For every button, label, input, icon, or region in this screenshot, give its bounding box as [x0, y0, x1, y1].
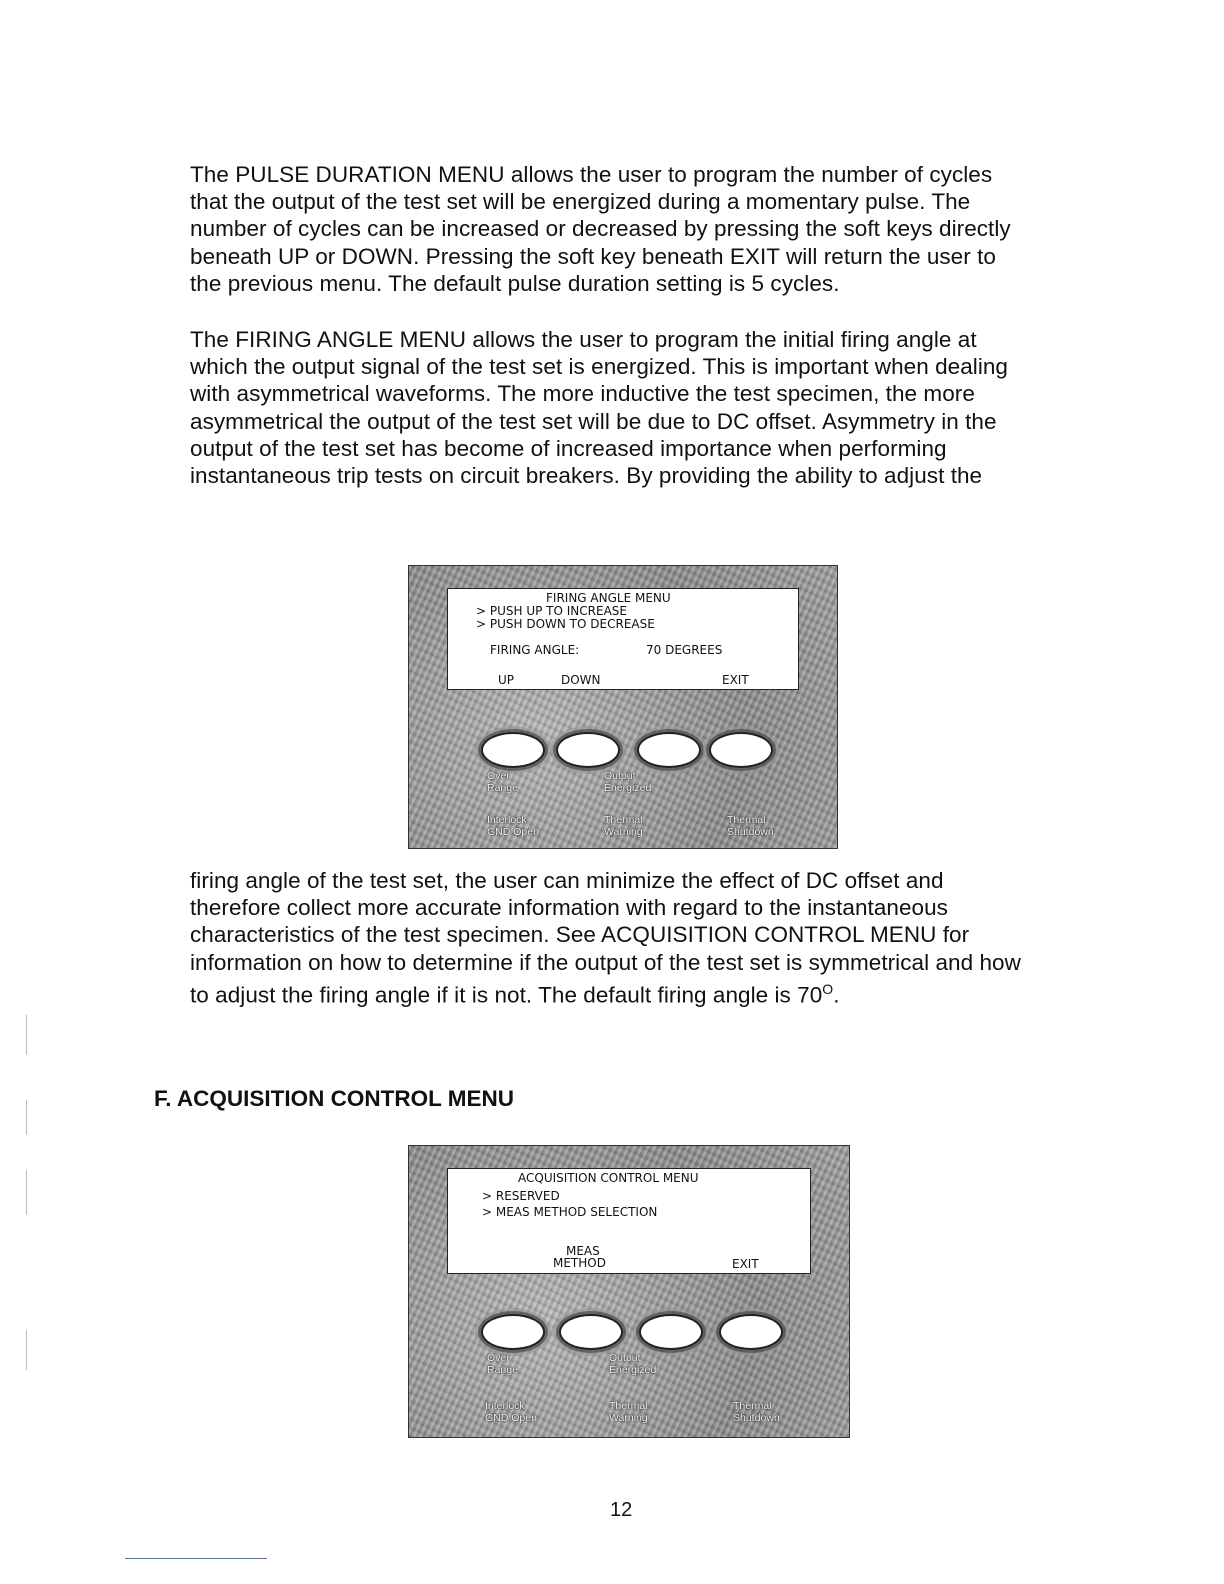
soft-key-4[interactable]: [719, 1314, 783, 1350]
lcd-line: > RESERVED: [482, 1189, 560, 1203]
scan-edge-mark: [26, 1015, 27, 1055]
led-output-energized: Output Energized: [609, 1352, 657, 1376]
text-line: output of the test set has become of increased importance when performing: [190, 435, 947, 461]
lcd-line: > PUSH UP TO INCREASE: [476, 604, 627, 618]
section-heading: F. ACQUISITION CONTROL MENU: [154, 1086, 514, 1111]
text-line: that the output of the test set will be energized during a momentary pulse. The: [190, 189, 971, 215]
led-thermal-shutdown: Thermal Shutdown: [733, 1400, 780, 1424]
scan-edge-mark: [26, 1170, 27, 1215]
text-line: asymmetrical the output of the test set will be due to DC offset. Asymmetry in the: [190, 408, 997, 434]
text-line: number of cycles can be increased or decreased by pressing the soft keys directly: [190, 216, 1011, 242]
led-interlock-gnd-open: Interlock GND Open: [485, 1400, 537, 1424]
degree-superscript: O: [822, 980, 834, 997]
led-thermal-shutdown: Thermal Shutdown: [727, 814, 774, 838]
text-line: The FIRING ANGLE MENU allows the user to program the initial firing angle at: [190, 327, 977, 352]
text-line: therefore collect more accurate information with regard to the instantaneous: [190, 895, 948, 921]
text-line: The PULSE DURATION MENU allows the user to program the number of cycles: [190, 162, 993, 187]
soft-key-4[interactable]: [709, 732, 773, 768]
softkey-label-down: DOWN: [561, 673, 601, 687]
firing-angle-paragraph: [190, 326, 1090, 489]
footer-rule: [125, 1558, 267, 1559]
soft-key-3[interactable]: [637, 732, 701, 768]
led-thermal-warning: Thermal Warning: [604, 814, 643, 838]
text-line: firing angle of the test set, the user can minimize the effect of DC offset and: [190, 868, 944, 893]
lcd-title: ACQUISITION CONTROL MENU: [518, 1171, 699, 1185]
lcd-title: FIRING ANGLE MENU: [546, 591, 671, 605]
firing-angle-continued-paragraph: [190, 867, 1090, 1009]
lcd-screen: [447, 1168, 811, 1274]
text-line: which the output signal of the test set is energized. This is important when dealing: [190, 354, 1009, 380]
softkey-label-exit: EXIT: [732, 1257, 759, 1271]
softkey-label-meas: MEAS: [566, 1244, 600, 1258]
text-line: with asymmetrical waveforms. The more inductive the test specimen, the more: [190, 381, 975, 407]
scan-edge-mark: [26, 1330, 27, 1370]
text-line: the previous menu. The default pulse duration setting is 5 cycles.: [190, 270, 840, 296]
softkey-label-method: METHOD: [553, 1256, 606, 1270]
text-line: instantaneous trip tests on circuit breakers. By providing the ability to adjust the: [190, 463, 983, 489]
lcd-screen: [447, 588, 799, 690]
soft-key-3[interactable]: [639, 1314, 703, 1350]
page-number: 12: [610, 1499, 633, 1521]
softkey-label-up: UP: [498, 673, 515, 687]
led-thermal-warning: Thermal Warning: [609, 1400, 648, 1424]
soft-key-2[interactable]: [556, 732, 620, 768]
led-over-range: Over Range: [487, 770, 518, 794]
text-line: to adjust the firing angle if it is not. The default firing angle is $70^O$.: [190, 980, 840, 1008]
acquisition-control-panel-photo: [408, 1145, 850, 1438]
led-interlock-gnd-open: Interlock GND Open: [487, 814, 539, 838]
lcd-field-value: 70 DEGREES: [646, 643, 723, 657]
text-line: characteristics of the test specimen. See ACQUISITION CONTROL MENU for: [190, 922, 970, 948]
soft-key-2[interactable]: [559, 1314, 623, 1350]
firing-angle-panel-photo: [408, 565, 838, 849]
lcd-line: > PUSH DOWN TO DECREASE: [476, 617, 655, 631]
lcd-field-label: FIRING ANGLE:: [490, 643, 580, 657]
text-line: information on how to determine if the output of the test set is symmetrical and how: [190, 949, 1021, 975]
soft-key-1[interactable]: [481, 1314, 545, 1350]
led-output-energized: Output Energized: [604, 770, 652, 794]
text-line: beneath UP or DOWN. Pressing the soft key beneath EXIT will return the user to: [190, 243, 996, 269]
soft-key-1[interactable]: [481, 732, 545, 768]
led-over-range: Over Range: [487, 1352, 518, 1376]
scan-edge-mark: [26, 1100, 27, 1135]
pulse-duration-paragraph: [190, 161, 1090, 297]
lcd-line: > MEAS METHOD SELECTION: [482, 1205, 658, 1219]
softkey-label-exit: EXIT: [722, 673, 749, 687]
